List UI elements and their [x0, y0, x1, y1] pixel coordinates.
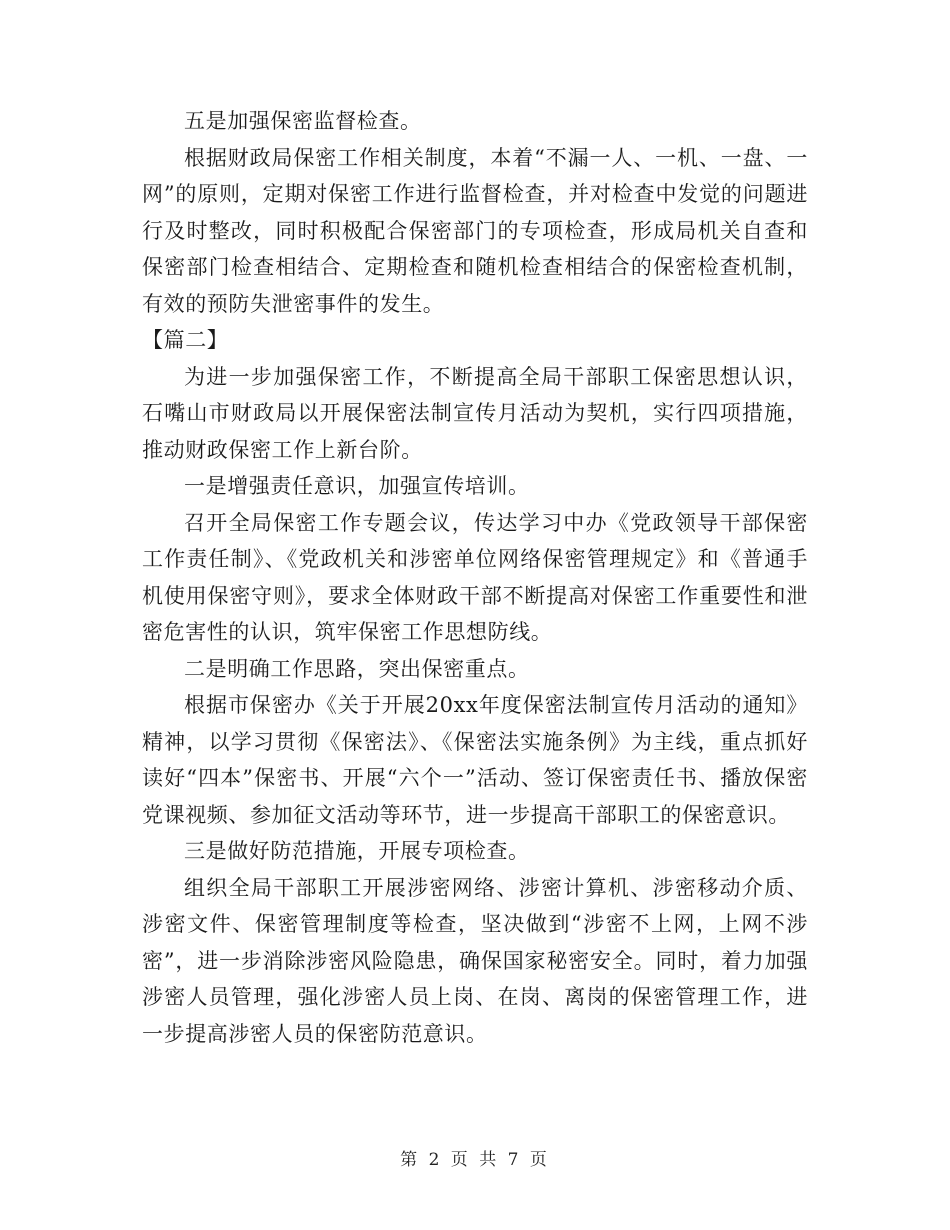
paragraph-heading-2: 二是明确工作思路，突出保密重点。 [184, 656, 530, 681]
document-body [142, 103, 808, 1052]
paragraph-heading-3: 三是做好防范措施，开展专项检查。 [184, 839, 530, 863]
paragraph-body: 组织全局干部职工开展涉密网络、涉密计算机、涉密移动介质、涉密文件、保密管理制度等检查，坚决做到“涉密不上网，上网不涉密”，进一步消除涉密风险隐患，确保国家秘密安全。同时，着力加强涉密人员管理，强化涉密人员上岗、在岗、离岗的保密管理工作，进一步提高涉密人员的保密防范意识。 [142, 875, 808, 1046]
paragraph-intro: 为进一步加强保密工作，不断提高全局干部职工保密思想认识，石嘴山市财政局以开展保密法制宣传月活动为契机，实行四项措施，推动财政保密工作上新台阶。 [142, 364, 808, 462]
section-title-part-two: 【篇二】 [142, 328, 229, 352]
paragraph-body: 根据市保密办《关于开展20xx年度保密法制宣传月活动的通知》精神，以学习贯彻《保密法》、《保密法实施条例》为主线，重点抓好读好“四本”保密书、开展“六个一”活动、签订保密责任书、播放保密党课视频、参加征文活动等环节，进一步提高干部职工的保密意识。 [142, 693, 808, 827]
page-footer: 第 2 页 共 7 页 [400, 1150, 550, 1170]
paragraph-body: 召开全局保密工作专题会议，传达学习中办《党政领导干部保密工作责任制》、《党政机关和涉密单位网络保密管理规定》和《普通手机使用保密守则》，要求全体财政干部不断提高对保密工作重要性和泄密危害性的认识，筑牢保密工作思想防线。 [142, 510, 808, 644]
paragraph-heading-5: 五是加强保密监督检查。 [184, 109, 422, 133]
paragraph-body: 根据财政局保密工作相关制度，本着“不漏一人、一机、一盘、一网”的原则，定期对保密工作进行监督检查，并对检查中发觉的问题进行及时整改，同时积极配合保密部门的专项检查，形成局机关自查和保密部门检查相结合、定期检查和随机检查相结合的保密检查机制，有效的预防失泄密事件的发生。 [142, 145, 808, 316]
paragraph-heading-1: 一是增强责任意识，加强宣传培训。 [184, 474, 530, 498]
